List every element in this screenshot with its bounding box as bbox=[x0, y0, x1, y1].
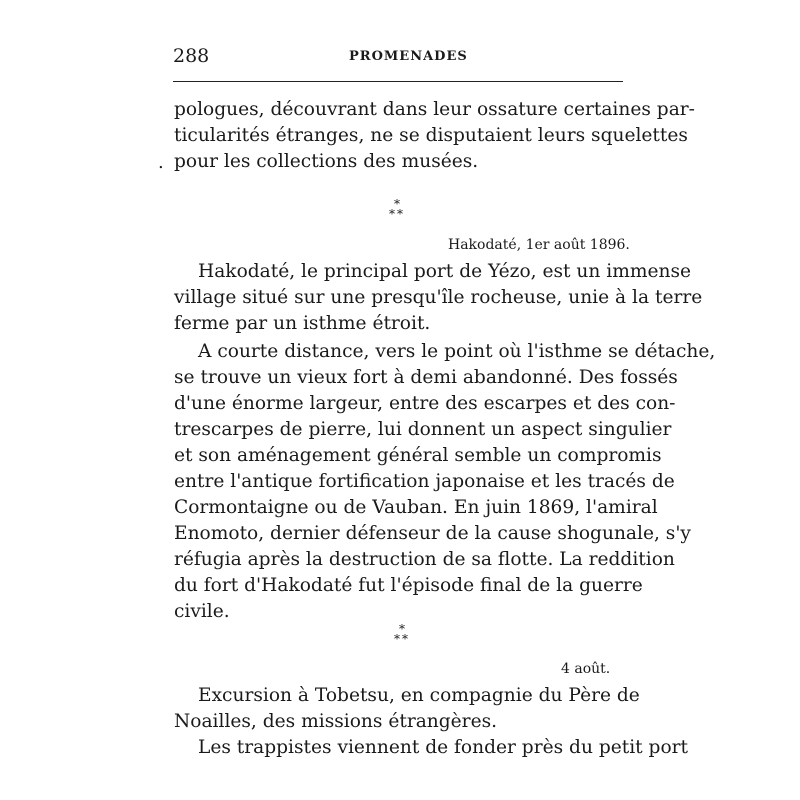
text-line: se trouve un vieux fort à demi abandonné. Des fossés bbox=[174, 367, 678, 388]
text-line: ferme par un isthme étroit. bbox=[174, 313, 431, 334]
text-line: Noailles, des missions étrangères. bbox=[174, 711, 498, 732]
text-line: pologues, découvrant dans leur ossature certaines par- bbox=[174, 99, 695, 120]
text-line: village situé sur une presqu'île rocheuse, unie à la terre bbox=[174, 287, 703, 308]
text-line: et son aménagement général semble un compromis bbox=[174, 445, 662, 466]
dateline: 4 août. bbox=[561, 661, 611, 677]
running-head bbox=[173, 44, 623, 68]
asterism-top: * bbox=[394, 197, 400, 211]
asterism-ornament bbox=[382, 199, 412, 223]
text-line: d'une énorme largeur, entre des escarpes et des con- bbox=[174, 393, 676, 414]
text-line: Cormontaigne ou de Vauban. En juin 1869, l'amiral bbox=[174, 497, 658, 518]
text-line: Hakodaté, le principal port de Yézo, est un immense bbox=[198, 261, 692, 282]
text-line: réfugia après la destruction de sa flotte. La reddition bbox=[174, 549, 675, 570]
page-number: 288 bbox=[173, 45, 210, 67]
dateline: Hakodaté, 1er août 1896. bbox=[448, 237, 630, 253]
header-rule bbox=[173, 81, 623, 82]
text-line: Enomoto, dernier défenseur de la cause shogunale, s'y bbox=[174, 523, 691, 544]
asterism-bottom: ** bbox=[394, 632, 410, 646]
text-line: ticularités étranges, ne se disputaient leurs squelettes bbox=[174, 125, 688, 146]
asterism-top: * bbox=[399, 622, 405, 636]
text-line: trescarpes de pierre, lui donnent un aspect singulier bbox=[174, 419, 672, 440]
text-line: entre l'antique fortification japonaise et les tracés de bbox=[174, 471, 675, 492]
text-line: du fort d'Hakodaté fut l'épisode final de la guerre bbox=[174, 575, 643, 596]
asterism-bottom: ** bbox=[389, 207, 405, 221]
text-line: Les trappistes viennent de fonder près du petit port bbox=[198, 737, 689, 758]
asterism-ornament bbox=[387, 624, 417, 648]
stray-mark: . bbox=[158, 152, 164, 173]
text-line: pour les collections des musées. bbox=[174, 151, 479, 172]
text-line: Excursion à Tobetsu, en compagnie du Père de bbox=[198, 685, 640, 706]
text-line: A courte distance, vers le point où l'isthme se détache, bbox=[198, 341, 716, 362]
running-title: PROMENADES bbox=[349, 49, 468, 64]
text-line: civile. bbox=[174, 601, 230, 622]
